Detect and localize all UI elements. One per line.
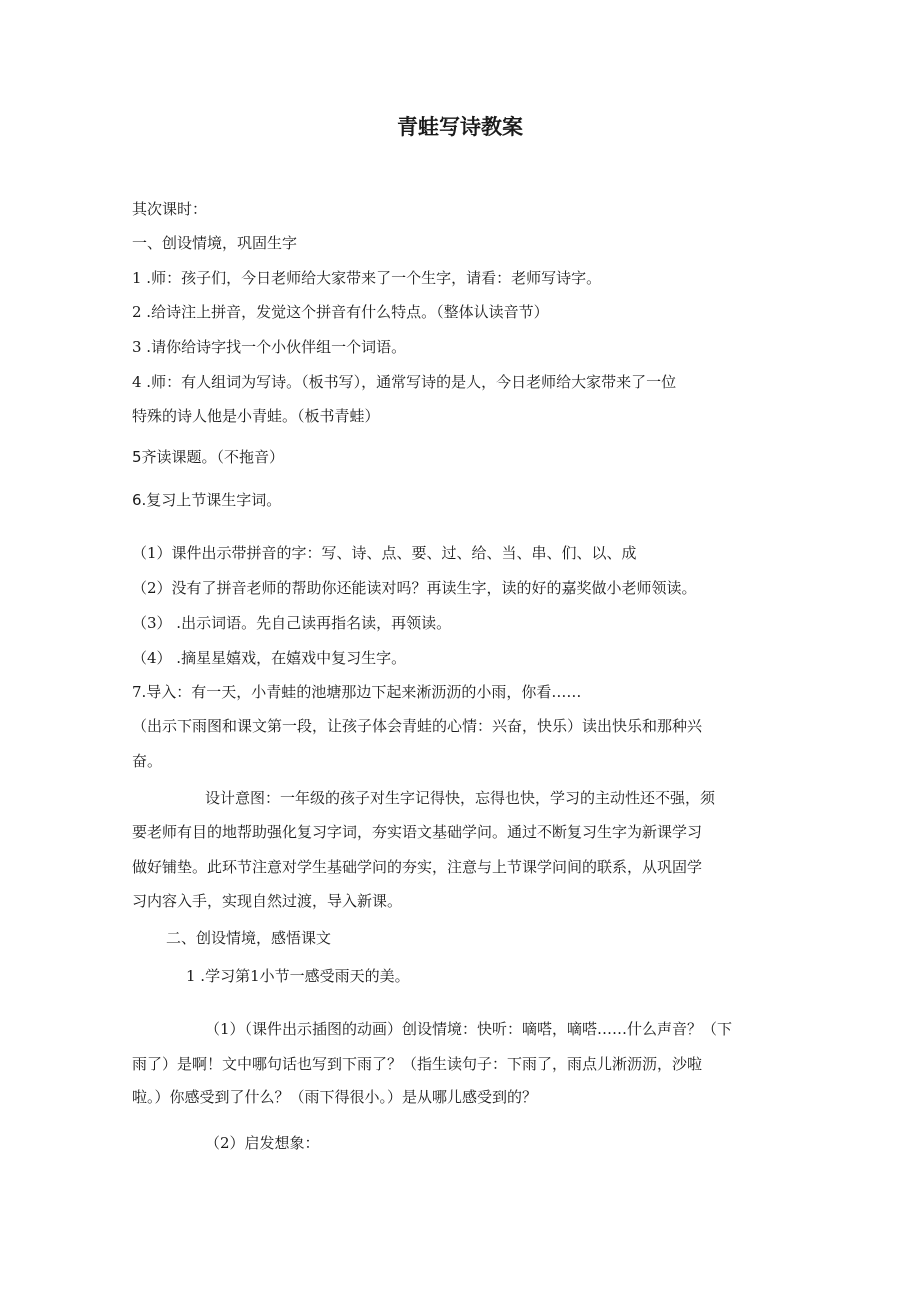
step-7: 7.导入：有一天，小青蛙的池塘那边下起来淅沥沥的小雨，你看…… (132, 683, 582, 701)
substep-3: （3） .出示词语。先自己读再指名读，再领读。 (132, 614, 452, 632)
design-intent-line-2: 要老师有目的地帮助强化复习字词，夯实语文基础学问。通过不断复习生字为新课学习 (132, 823, 703, 841)
step-7-detail: （出示下雨图和课文第一段，让孩子体会青蛙的心情：兴奋，快乐）读出快乐和那种兴 (132, 717, 703, 735)
design-intent-line-1: 设计意图：一年级的孩子对生字记得快，忘得也快，学习的主动性还不强，须 (205, 789, 716, 807)
page-title: 青蛙写诗教案 (397, 115, 523, 139)
section-heading-1: 一、创设情境，巩固生字 (132, 234, 298, 252)
step-7-detail-end: 奋。 (132, 752, 163, 770)
substep-2: （2）没有了拼音老师的帮助你还能读对吗？再读生字，读的好的嘉奖做小老师领读。 (132, 579, 697, 597)
design-intent-line-3: 做好铺垫。此环节注意对学生基础学问的夯实，注意与上节课学问间的联系，从巩固学 (132, 858, 703, 876)
step-5: 5齐读课题。（不拖音） (132, 448, 285, 466)
step-1: 1 .师：孩子们，今日老师给大家带来了一个生字，请看：老师写诗字。 (132, 269, 602, 287)
step-4-continued: 特殊的诗人他是小青蛙。（板书青蛙） (132, 407, 380, 425)
study-1-sub-1-cont: 雨了）是啊！文中哪句话也写到下雨了？（指生读句子：下雨了，雨点儿淅沥沥，沙啦 (132, 1055, 703, 1073)
study-1: 1 .学习第1小节一感受雨天的美。 (186, 967, 410, 985)
substep-1: （1）课件出示带拼音的字：写、诗、点、要、过、给、当、串、们、以、成 (132, 544, 637, 562)
section-heading-2: 二、创设情境，感悟课文 (166, 929, 332, 947)
step-2: 2 .给诗注上拼音，发觉这个拼音有什么特点。（整体认读音节） (132, 303, 549, 321)
step-4: 4 .师：有人组词为写诗。（板书写），通常写诗的是人，今日老师给大家带来了一位 (132, 373, 677, 391)
study-1-sub-1-end: 啦。）你感受到了什么？（雨下得很小。）是从哪儿感受到的？ (132, 1088, 538, 1106)
step-6: 6.复习上节课生字词。 (132, 491, 282, 509)
study-1-sub-2: （2）启发想象： (205, 1134, 320, 1152)
step-3: 3 .请你给诗字找一个小伙伴组一个词语。 (132, 338, 407, 356)
study-1-sub-1: （1）（课件出示插图的动画）创设情境：快听：嘀嗒，嘀嗒……什么声音？（下 (205, 1020, 733, 1038)
design-intent-line-4: 习内容入手，实现自然过渡，导入新课。 (132, 892, 403, 910)
lesson-period: 其次课时： (132, 200, 208, 218)
substep-4: （4） .摘星星嬉戏，在嬉戏中复习生字。 (132, 649, 407, 667)
